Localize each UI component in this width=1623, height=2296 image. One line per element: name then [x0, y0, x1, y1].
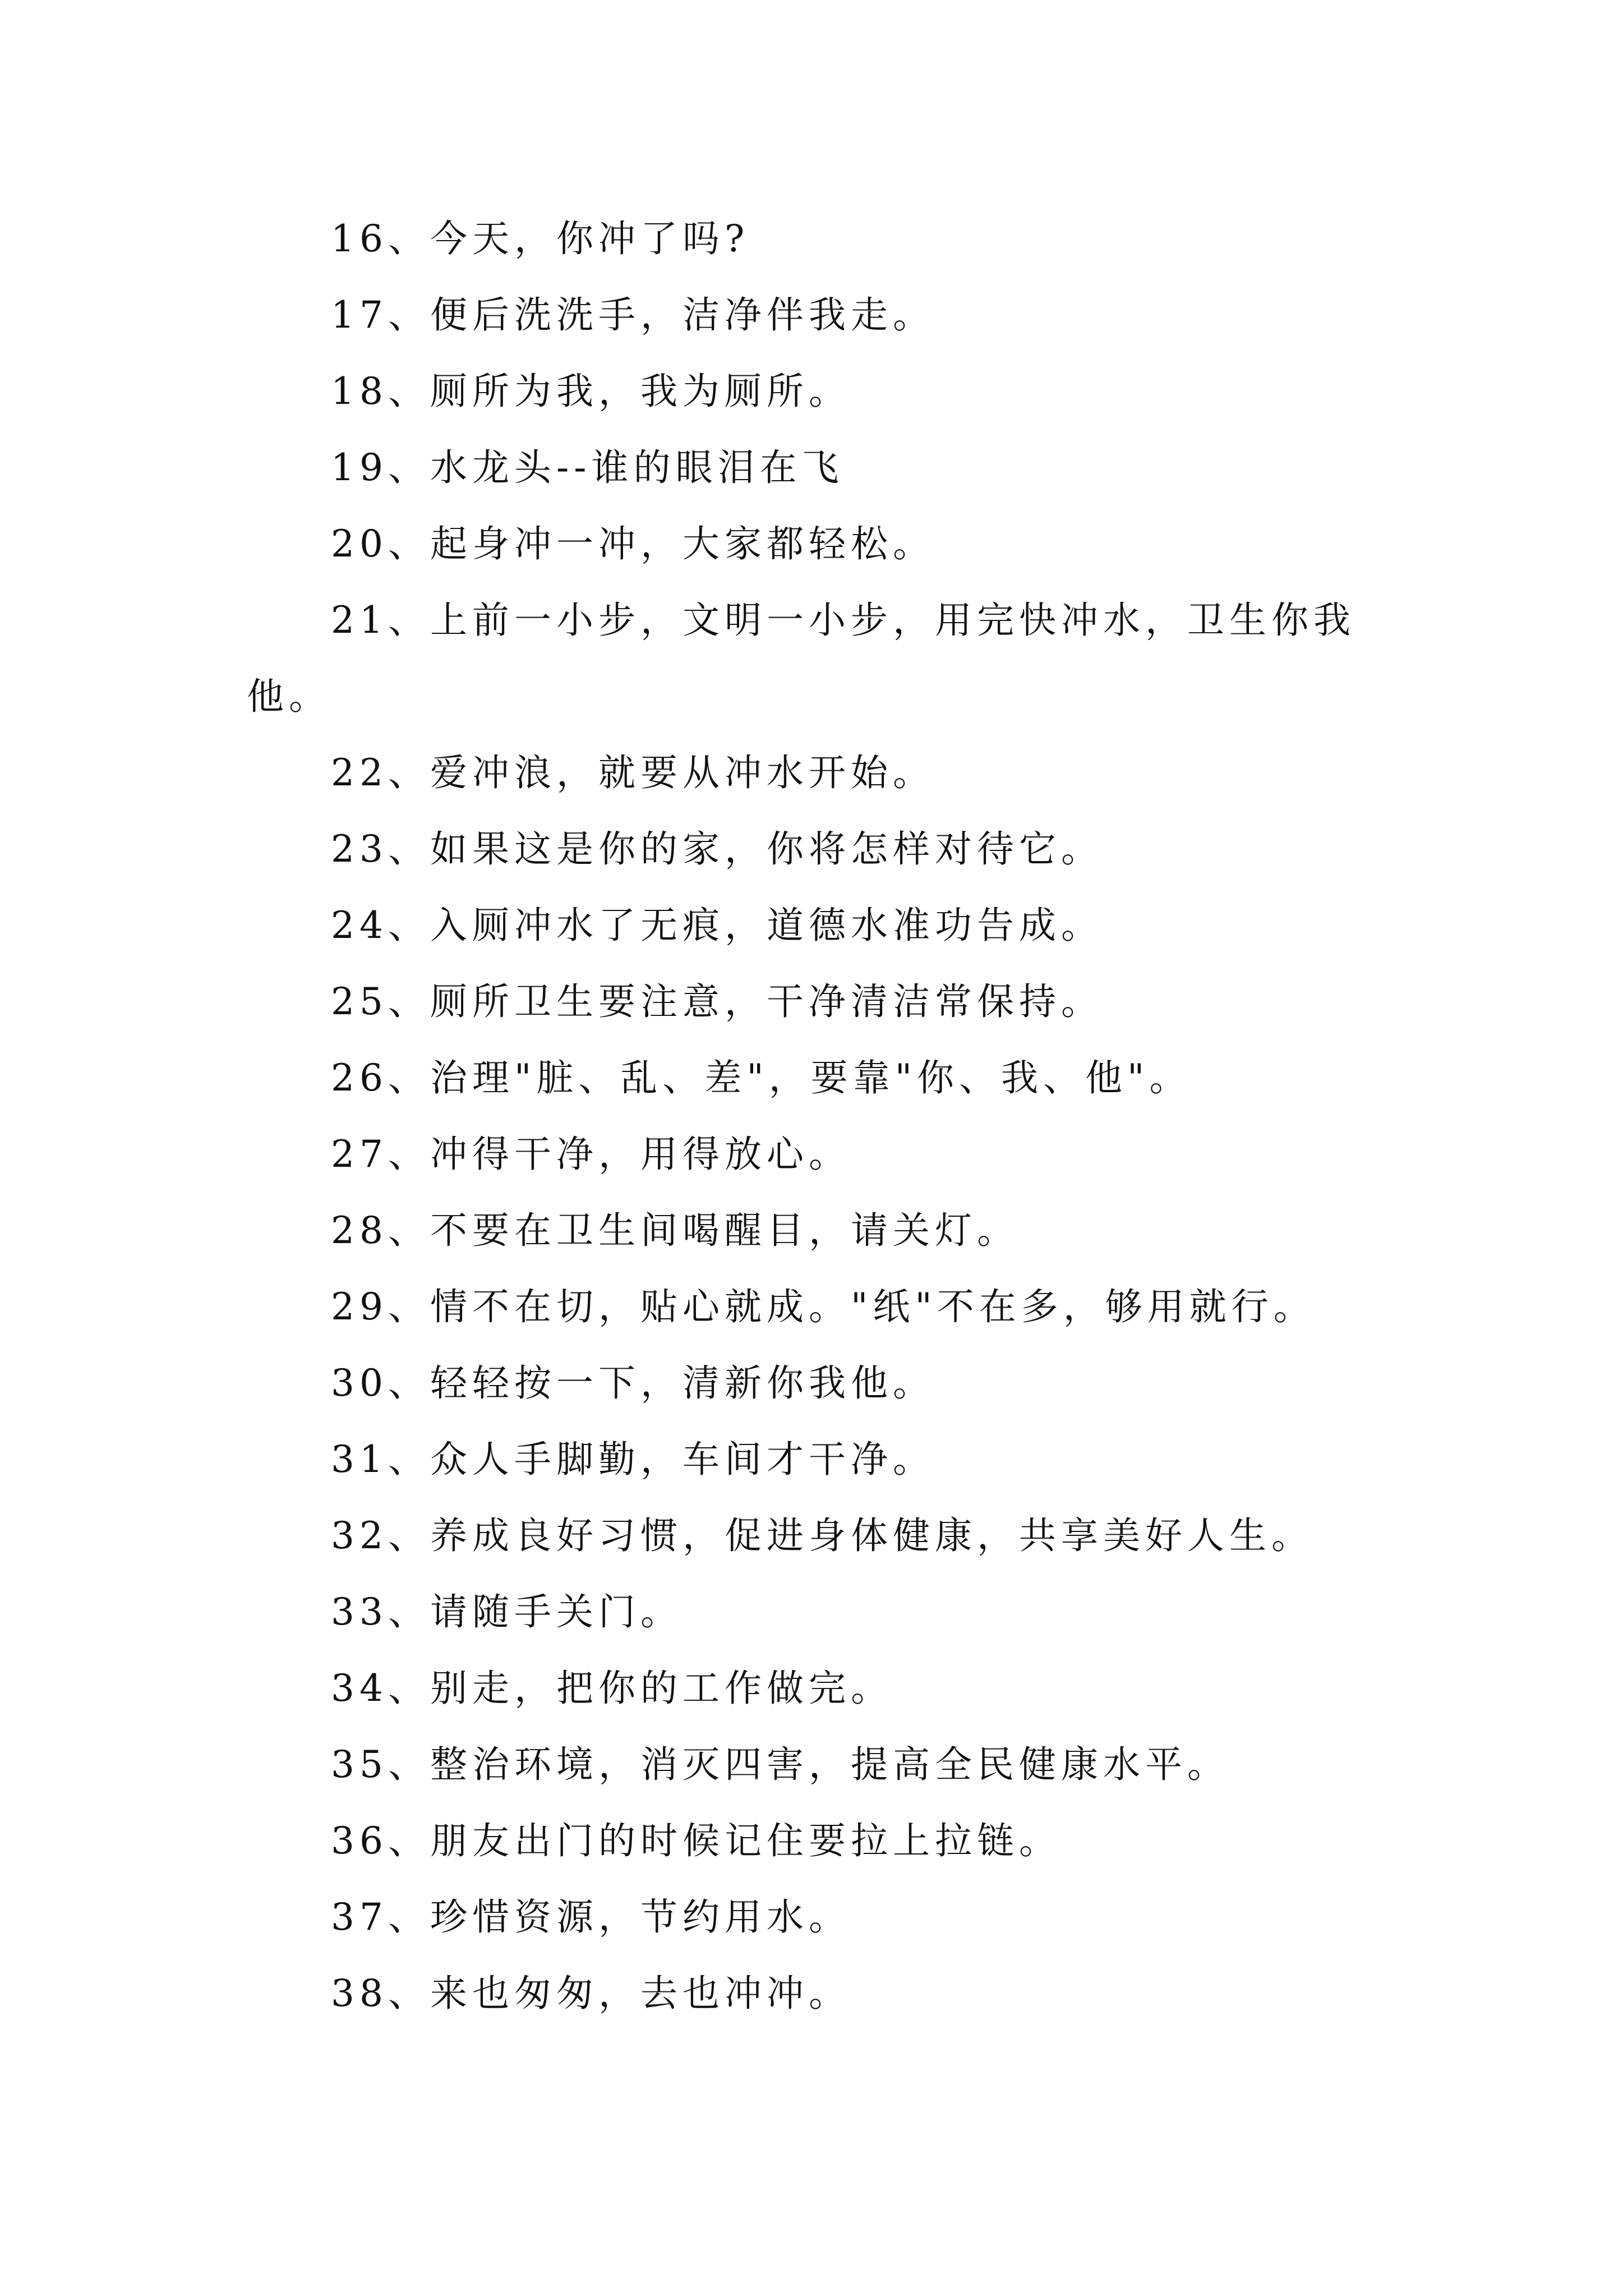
list-item: 16、今天，你冲了吗? — [331, 217, 750, 260]
list-item: 18、厕所为我，我为厕所。 — [331, 370, 851, 413]
list-item: 28、不要在卫生间喝醒目，请关灯。 — [331, 1209, 1019, 1252]
list-item: 37、珍惜资源，节约用水。 — [331, 1895, 851, 1939]
list-item: 35、整治环境，消灭四害，提高全民健康水平。 — [331, 1743, 1229, 1786]
list-item: 19、水龙头--谁的眼泪在飞 — [331, 446, 844, 489]
list-item: 30、轻轻按一下，清新你我他。 — [331, 1361, 935, 1405]
list-item: 31、众人手脚勤，车间才干净。 — [331, 1438, 935, 1481]
list-item: 22、爱冲浪，就要从冲水开始。 — [331, 751, 935, 794]
list-item: 36、朋友出门的时候记住要拉上拉链。 — [331, 1819, 1061, 1862]
list-item: 32、养成良好习惯，促进身体健康，共享美好人生。 — [331, 1514, 1313, 1557]
list-item: 17、便后洗洗手，洁净伴我走。 — [331, 293, 935, 337]
slogan-list — [247, 201, 1374, 2032]
list-item: 34、别走，把你的工作做完。 — [331, 1667, 893, 1710]
list-item: 21、上前一小步，文明一小步，用完快冲水，卫生你我他。 — [247, 599, 1355, 718]
list-item: 24、入厕冲水了无痕，道德水准功告成。 — [331, 904, 1103, 947]
list-item: 27、冲得干净，用得放心。 — [331, 1133, 851, 1176]
list-item: 23、如果这是你的家，你将怎样对待它。 — [331, 827, 1103, 871]
list-item: 29、情不在切，贴心就成。"纸"不在多，够用就行。 — [331, 1285, 1316, 1328]
list-item: 33、请随手关门。 — [331, 1590, 683, 1634]
list-item: 20、起身冲一冲，大家都轻松。 — [331, 522, 935, 565]
list-item: 25、厕所卫生要注意，干净清洁常保持。 — [331, 980, 1103, 1023]
list-item: 26、治理"脏、乱、差"，要靠"你、我、他"。 — [331, 1056, 1192, 1099]
list-item: 38、来也匆匆，去也冲冲。 — [331, 1972, 851, 2015]
